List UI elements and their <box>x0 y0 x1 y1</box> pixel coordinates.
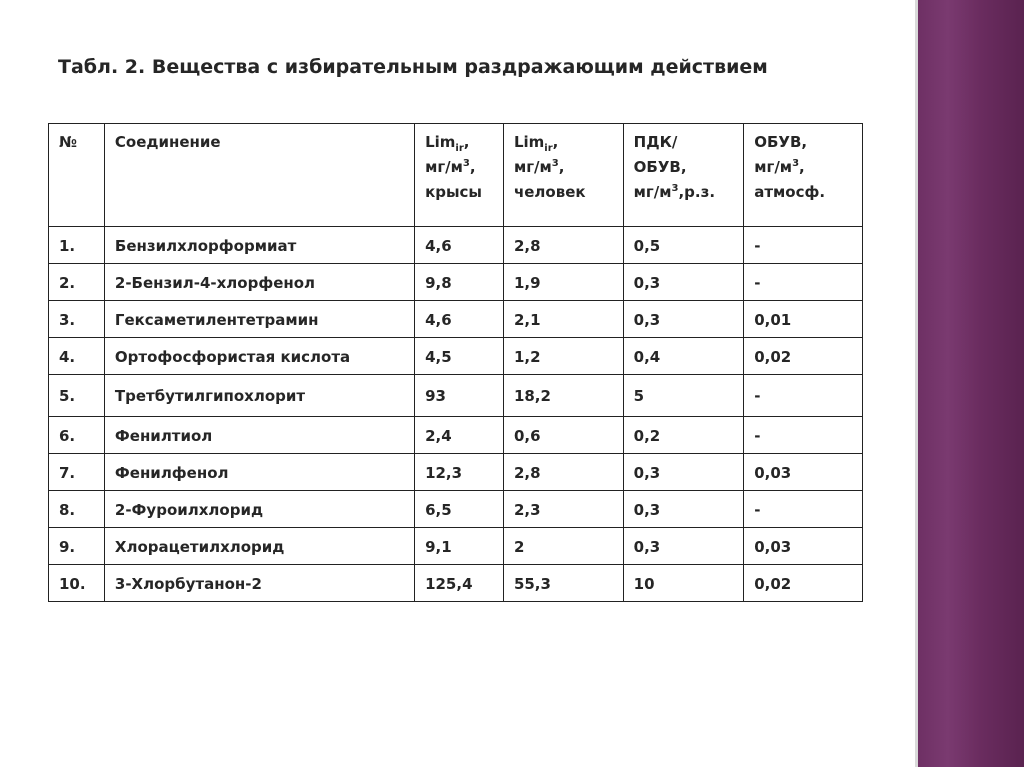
substances-table <box>48 123 863 602</box>
header-obuv <box>744 124 863 227</box>
cell-compound: Хлорацетилхлорид <box>104 528 414 565</box>
cell-pdk: 0,3 <box>623 528 744 565</box>
cell-obuv: - <box>744 417 863 454</box>
cell-lim-rats: 4,6 <box>415 301 504 338</box>
cell-lim-human: 0,6 <box>503 417 623 454</box>
cell-lim-rats: 4,6 <box>415 227 504 264</box>
cell-pdk: 0,3 <box>623 454 744 491</box>
header-obuv-sup: 3 <box>792 158 800 169</box>
header-obuv-unit: мг/м <box>754 158 793 176</box>
cell-lim-human: 2,1 <box>503 301 623 338</box>
cell-obuv: 0,03 <box>744 454 863 491</box>
header-lim-rats-subject: крысы <box>425 183 483 201</box>
header-lim-human-base: Lim <box>513 133 545 151</box>
table-row <box>49 565 863 602</box>
header-lim-rats-sub: ir <box>455 143 464 154</box>
table-row <box>49 227 863 264</box>
cell-number: 8. <box>49 491 105 528</box>
header-pdk-sup: 3 <box>671 183 679 194</box>
cell-obuv: 0,03 <box>744 528 863 565</box>
cell-number: 10. <box>49 565 105 602</box>
header-lim-human <box>503 124 623 227</box>
cell-lim-human: 2 <box>503 528 623 565</box>
cell-obuv: - <box>744 491 863 528</box>
table-row <box>49 264 863 301</box>
cell-lim-rats: 4,5 <box>415 338 504 375</box>
cell-lim-human: 1,9 <box>503 264 623 301</box>
table-row <box>49 417 863 454</box>
cell-lim-rats: 9,1 <box>415 528 504 565</box>
cell-number: 9. <box>49 528 105 565</box>
cell-obuv: 0,02 <box>744 565 863 602</box>
header-pdk-line1: ПДК/ <box>633 133 678 151</box>
cell-pdk: 10 <box>623 565 744 602</box>
header-lim-human-comma: , <box>552 133 559 151</box>
slide-title: Табл. 2. Вещества с избирательным раздражающим действием <box>58 56 768 78</box>
table-row <box>49 491 863 528</box>
header-pdk-unit: мг/м <box>633 183 672 201</box>
cell-obuv: - <box>744 227 863 264</box>
cell-compound: 2-Бензил-4-хлорфенол <box>104 264 414 301</box>
header-lim-rats-unit: мг/м <box>425 158 463 176</box>
header-lim-rats-base: Lim <box>425 133 456 151</box>
cell-pdk: 0,3 <box>623 264 744 301</box>
header-lim-human-unit: мг/м <box>513 158 552 176</box>
cell-obuv: 0,01 <box>744 301 863 338</box>
cell-number: 5. <box>49 375 105 417</box>
header-pdk <box>623 124 744 227</box>
cell-compound: Ортофосфористая кислота <box>104 338 414 375</box>
cell-compound: Фенилтиол <box>104 417 414 454</box>
cell-lim-rats: 9,8 <box>415 264 504 301</box>
table-row <box>49 375 863 417</box>
header-pdk-suffix: ,р.з. <box>678 183 716 201</box>
cell-pdk: 0,3 <box>623 491 744 528</box>
cell-lim-human: 2,8 <box>503 227 623 264</box>
header-lim-human-sub: ir <box>544 143 553 154</box>
cell-lim-rats: 125,4 <box>415 565 504 602</box>
cell-compound: Гексаметилентетрамин <box>104 301 414 338</box>
header-lim-human-sup: 3 <box>551 158 559 169</box>
cell-lim-rats: 93 <box>415 375 504 417</box>
cell-lim-rats: 12,3 <box>415 454 504 491</box>
cell-lim-rats: 2,4 <box>415 417 504 454</box>
cell-obuv: 0,02 <box>744 338 863 375</box>
cell-lim-human: 1,2 <box>503 338 623 375</box>
cell-pdk: 0,2 <box>623 417 744 454</box>
cell-lim-human: 55,3 <box>503 565 623 602</box>
header-number <box>49 124 105 227</box>
cell-pdk: 0,3 <box>623 301 744 338</box>
header-lim-human-unit-comma: , <box>558 158 565 176</box>
cell-lim-human: 2,8 <box>503 454 623 491</box>
table-row <box>49 454 863 491</box>
table-row <box>49 338 863 375</box>
header-lim-rats-unit-comma: , <box>469 158 476 176</box>
header-lim-human-subject: человек <box>513 183 586 201</box>
cell-lim-human: 2,3 <box>503 491 623 528</box>
header-lim-rats <box>415 124 504 227</box>
cell-number: 1. <box>49 227 105 264</box>
header-lim-rats-sup: 3 <box>462 158 470 169</box>
cell-compound: 3-Хлорбутанон-2 <box>104 565 414 602</box>
decorative-side-panel <box>915 0 1024 767</box>
table-row <box>49 301 863 338</box>
header-number-label: № <box>59 133 78 151</box>
header-compound <box>104 124 414 227</box>
cell-obuv: - <box>744 375 863 417</box>
cell-number: 6. <box>49 417 105 454</box>
cell-obuv: - <box>744 264 863 301</box>
cell-number: 3. <box>49 301 105 338</box>
table-row <box>49 528 863 565</box>
cell-compound: Третбутилгипохлорит <box>104 375 414 417</box>
cell-compound: 2-Фуроилхлорид <box>104 491 414 528</box>
cell-number: 4. <box>49 338 105 375</box>
header-compound-label: Соединение <box>114 133 221 151</box>
header-obuv-unit-comma: , <box>799 158 805 176</box>
cell-number: 7. <box>49 454 105 491</box>
cell-compound: Бензилхлорформиат <box>104 227 414 264</box>
table-header-row <box>49 124 863 227</box>
header-obuv-line1: ОБУВ, <box>754 133 808 151</box>
cell-pdk: 0,4 <box>623 338 744 375</box>
cell-pdk: 5 <box>623 375 744 417</box>
cell-number: 2. <box>49 264 105 301</box>
cell-compound: Фенилфенол <box>104 454 414 491</box>
cell-lim-rats: 6,5 <box>415 491 504 528</box>
header-lim-rats-comma: , <box>463 133 470 151</box>
cell-pdk: 0,5 <box>623 227 744 264</box>
header-obuv-line3: атмосф. <box>754 183 826 201</box>
header-pdk-line2: ОБУВ, <box>633 158 687 176</box>
cell-lim-human: 18,2 <box>503 375 623 417</box>
